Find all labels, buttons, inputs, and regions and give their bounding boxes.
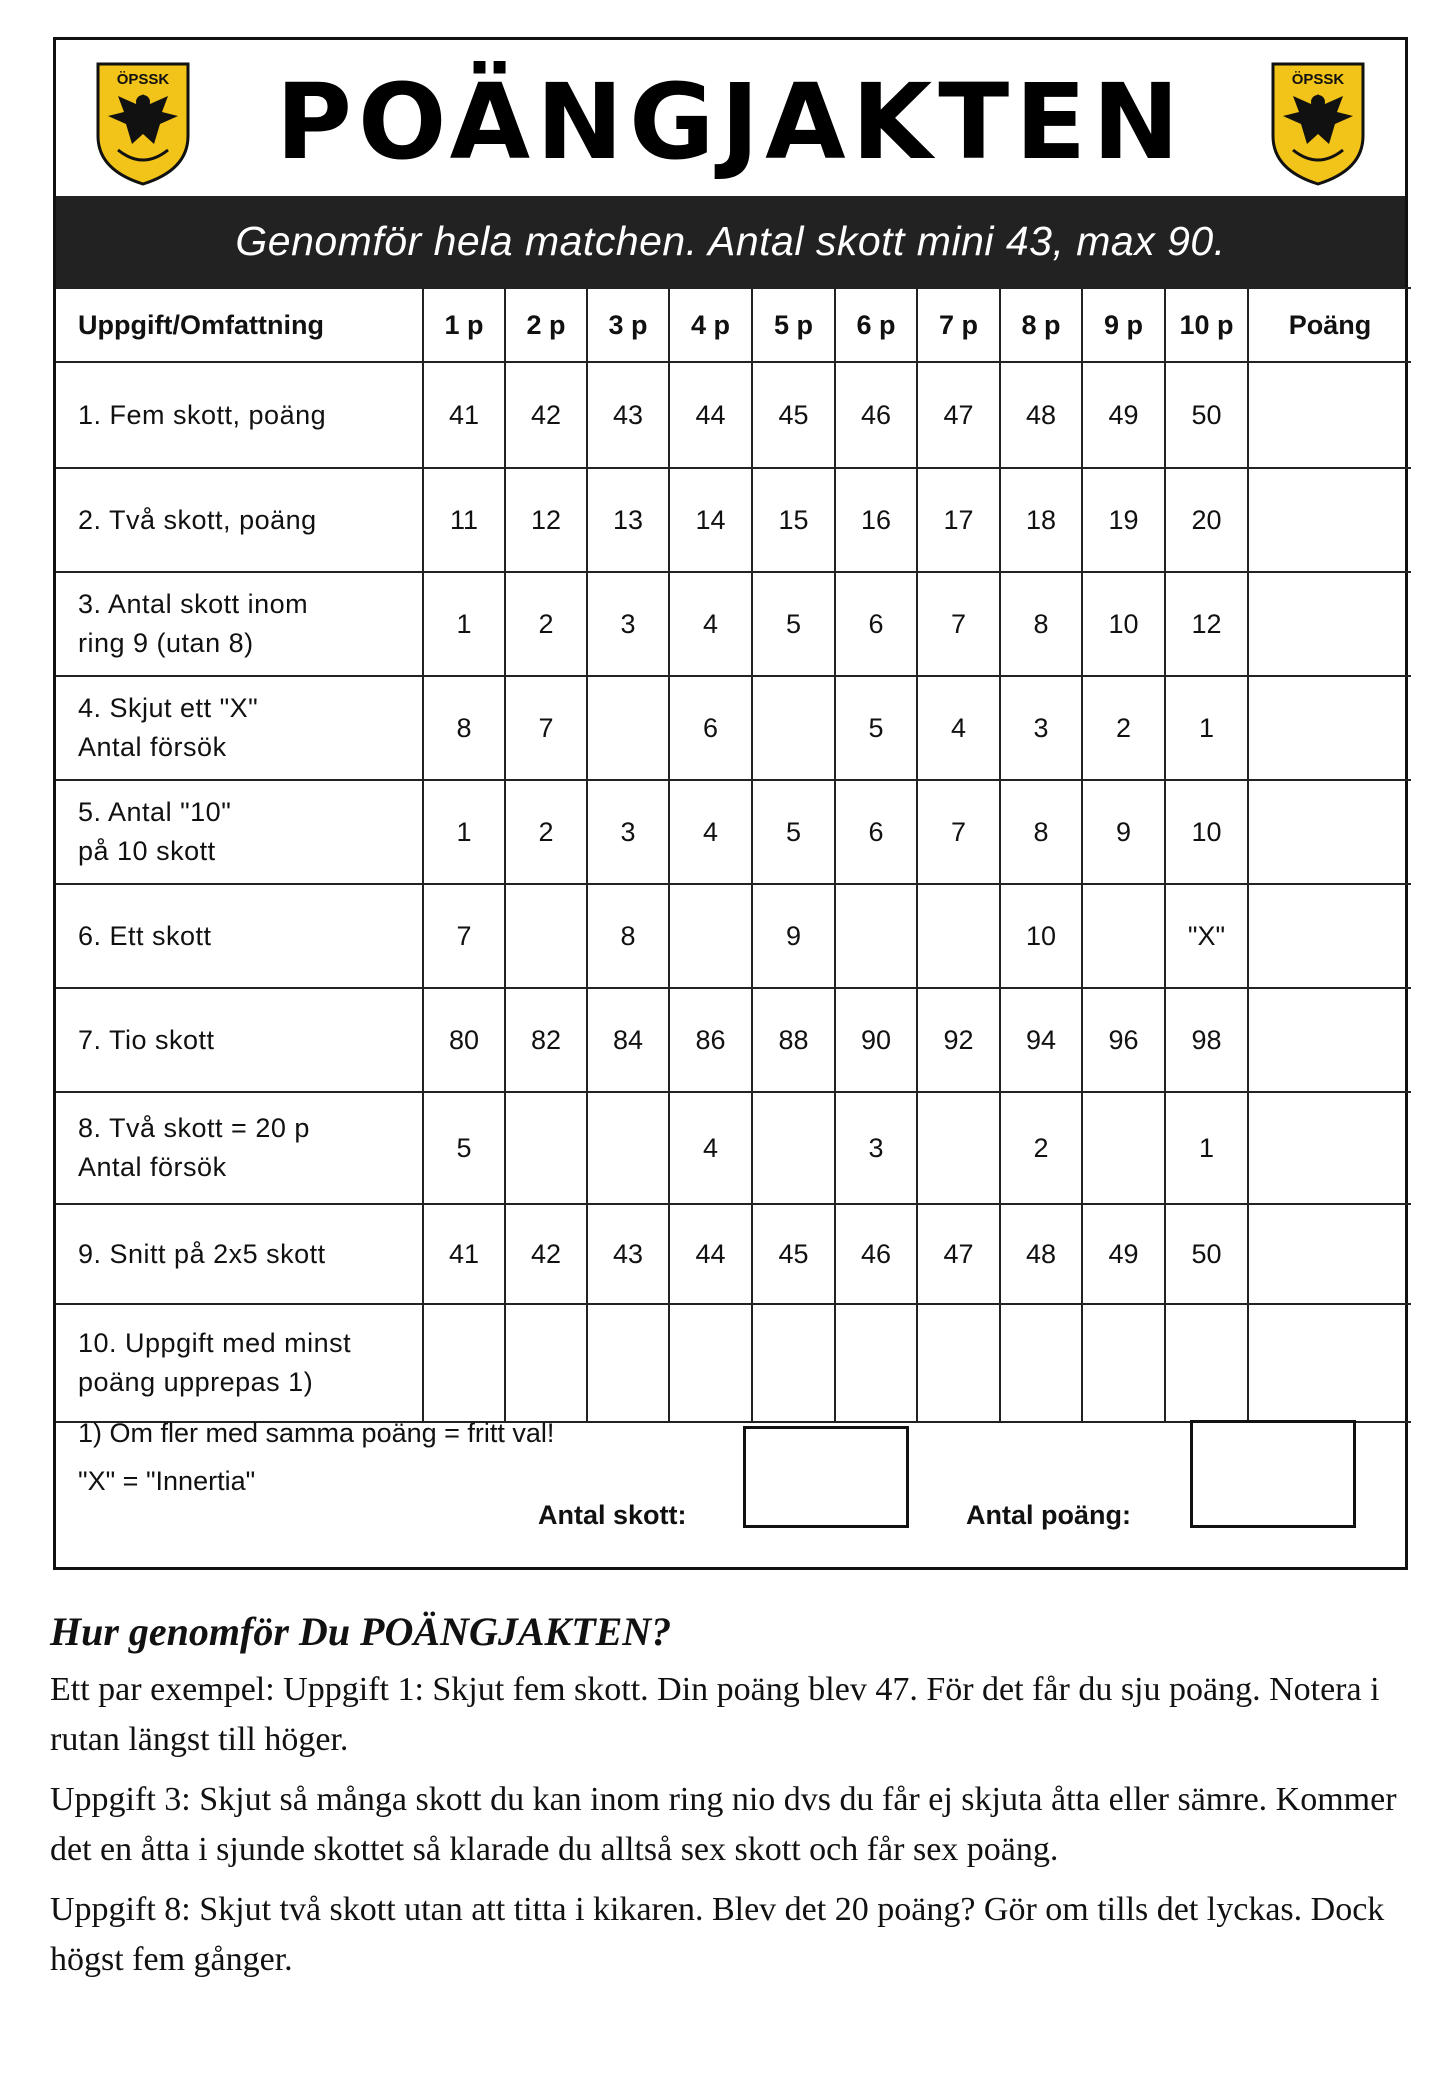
score-threshold-cell: 46 <box>835 362 917 468</box>
score-threshold-cell: 43 <box>587 1204 669 1304</box>
logo-text-left: ÖPSSK <box>116 71 170 88</box>
score-threshold-cell: 82 <box>505 988 587 1092</box>
task-line: 8. Två skott = 20 p <box>78 1113 310 1143</box>
task-line: 9. Snitt på 2x5 skott <box>78 1238 326 1269</box>
score-threshold-cell: 10 <box>1082 572 1165 676</box>
task-description <box>56 468 423 572</box>
points-entry-cell[interactable] <box>1248 676 1411 780</box>
score-threshold-cell: 10 <box>1000 884 1082 988</box>
table-row <box>56 676 1411 780</box>
score-threshold-cell: 8 <box>1000 572 1082 676</box>
score-threshold-cell: 19 <box>1082 468 1165 572</box>
score-threshold-cell: 3 <box>835 1092 917 1204</box>
score-threshold-cell <box>587 676 669 780</box>
score-threshold-cell: 17 <box>917 468 1000 572</box>
score-threshold-cell: 4 <box>669 1092 752 1204</box>
score-threshold-cell <box>505 884 587 988</box>
score-threshold-cell: 48 <box>1000 1204 1082 1304</box>
score-threshold-cell: 90 <box>835 988 917 1092</box>
footer-note <box>56 1388 1405 1570</box>
score-threshold-cell: 7 <box>917 572 1000 676</box>
table-row <box>56 572 1411 676</box>
score-threshold-cell: 92 <box>917 988 1000 1092</box>
task-description <box>56 676 423 780</box>
score-threshold-cell: 98 <box>1165 988 1248 1092</box>
column-header-score: 8 p <box>1000 288 1082 362</box>
rules-banner: Genomför hela matchen. Antal skott mini 43, max 90. <box>56 196 1405 287</box>
score-threshold-cell: 44 <box>669 1204 752 1304</box>
column-header-score: 7 p <box>917 288 1000 362</box>
task-description <box>56 988 423 1092</box>
score-threshold-cell: 4 <box>917 676 1000 780</box>
score-threshold-cell: 45 <box>752 1204 835 1304</box>
task-line: 7. Tio skott <box>78 1024 215 1055</box>
score-threshold-cell: 8 <box>423 676 505 780</box>
table-row <box>56 884 1411 988</box>
points-entry-cell[interactable] <box>1248 780 1411 884</box>
score-threshold-cell: 4 <box>669 572 752 676</box>
footnote-x-definition: "X" = "Innertia" <box>78 1466 256 1496</box>
column-header-score: 1 p <box>423 288 505 362</box>
score-threshold-cell: 10 <box>1165 780 1248 884</box>
task-line: 6. Ett skott <box>78 920 212 951</box>
task-line: poäng upprepas 1) <box>78 1367 314 1397</box>
score-card <box>53 37 1408 1570</box>
score-threshold-cell: 7 <box>917 780 1000 884</box>
score-threshold-cell: 43 <box>587 362 669 468</box>
score-threshold-cell <box>752 1092 835 1204</box>
points-entry-cell[interactable] <box>1248 988 1411 1092</box>
score-threshold-cell: 6 <box>835 780 917 884</box>
table-row <box>56 780 1411 884</box>
score-threshold-cell: 41 <box>423 1204 505 1304</box>
score-threshold-cell: 41 <box>423 362 505 468</box>
score-threshold-cell: 7 <box>505 676 587 780</box>
score-threshold-cell: 88 <box>752 988 835 1092</box>
table-row <box>56 468 1411 572</box>
score-threshold-cell: 8 <box>1000 780 1082 884</box>
score-table <box>56 287 1411 1423</box>
total-shots-box[interactable] <box>743 1426 909 1528</box>
score-threshold-cell <box>917 884 1000 988</box>
task-description <box>56 1092 423 1204</box>
table-row <box>56 1204 1411 1304</box>
task-description <box>56 1204 423 1304</box>
task-description <box>56 780 423 884</box>
task-line: 1. Fem skott, poäng <box>78 399 327 430</box>
score-threshold-cell: 13 <box>587 468 669 572</box>
score-threshold-cell: 47 <box>917 1204 1000 1304</box>
points-entry-cell[interactable] <box>1248 572 1411 676</box>
score-threshold-cell: 96 <box>1082 988 1165 1092</box>
score-threshold-cell <box>835 884 917 988</box>
column-header-score: 3 p <box>587 288 669 362</box>
task-line: Antal försök <box>78 1152 227 1182</box>
logo-text-right: ÖPSSK <box>1291 71 1345 88</box>
score-threshold-cell: 14 <box>669 468 752 572</box>
score-threshold-cell: 1 <box>423 780 505 884</box>
score-threshold-cell: 80 <box>423 988 505 1092</box>
score-threshold-cell: 16 <box>835 468 917 572</box>
total-points-box[interactable] <box>1190 1420 1356 1528</box>
score-threshold-cell: 84 <box>587 988 669 1092</box>
column-header-points: Poäng <box>1248 288 1411 362</box>
table-header-row <box>56 288 1411 362</box>
column-header-score: 6 p <box>835 288 917 362</box>
score-threshold-cell: 15 <box>752 468 835 572</box>
score-threshold-cell: 9 <box>1082 780 1165 884</box>
score-threshold-cell <box>1082 1092 1165 1204</box>
score-threshold-cell <box>587 1092 669 1204</box>
column-header-score: 9 p <box>1082 288 1165 362</box>
column-header-score: 2 p <box>505 288 587 362</box>
table-row <box>56 1092 1411 1204</box>
score-threshold-cell: 3 <box>587 572 669 676</box>
score-threshold-cell: 47 <box>917 362 1000 468</box>
instructions-title: Hur genomför Du POÄNGJAKTEN? <box>50 1609 672 1654</box>
instructions-paragraph: Uppgift 3: Skjut så många skott du kan inom ring nio dvs du får ej skjuta åtta eller sämre. Kommer det en åtta i sjunde skottet så klarade du alltså sex skott och får sex poäng. <box>50 1781 1397 1868</box>
points-entry-cell[interactable] <box>1248 884 1411 988</box>
score-threshold-cell: 6 <box>835 572 917 676</box>
column-header-task: Uppgift/Omfattning <box>56 288 423 362</box>
score-threshold-cell: 8 <box>587 884 669 988</box>
score-threshold-cell: 3 <box>587 780 669 884</box>
score-threshold-cell <box>505 1092 587 1204</box>
score-threshold-cell: 1 <box>423 572 505 676</box>
points-entry-cell[interactable] <box>1248 1092 1411 1204</box>
score-threshold-cell: 3 <box>1000 676 1082 780</box>
score-threshold-cell: 11 <box>423 468 505 572</box>
score-threshold-cell: 46 <box>835 1204 917 1304</box>
task-line: 4. Skjut ett "X" <box>78 693 259 723</box>
task-description <box>56 572 423 676</box>
score-threshold-cell: 49 <box>1082 362 1165 468</box>
score-threshold-cell: 45 <box>752 362 835 468</box>
club-logo-left <box>88 58 198 188</box>
total-shots-label: Antal skott: <box>538 1500 687 1530</box>
column-header-score: 10 p <box>1165 288 1248 362</box>
score-threshold-cell: 50 <box>1165 1204 1248 1304</box>
task-line: på 10 skott <box>78 836 216 866</box>
score-threshold-cell: 5 <box>752 572 835 676</box>
score-threshold-cell: 4 <box>669 780 752 884</box>
score-threshold-cell <box>752 676 835 780</box>
task-description <box>56 362 423 468</box>
score-threshold-cell: 18 <box>1000 468 1082 572</box>
instructions-paragraph: Ett par exempel: Uppgift 1: Skjut fem skott. Din poäng blev 47. För det får du sju poäng. Notera i rutan längst till höger. <box>50 1671 1380 1758</box>
table-row <box>56 362 1411 468</box>
score-threshold-cell: 7 <box>423 884 505 988</box>
score-threshold-cell: 1 <box>1165 1092 1248 1204</box>
total-points-label: Antal poäng: <box>966 1500 1131 1530</box>
score-threshold-cell: 2 <box>1082 676 1165 780</box>
points-entry-cell[interactable] <box>1248 468 1411 572</box>
score-threshold-cell: 20 <box>1165 468 1248 572</box>
task-line: ring 9 (utan 8) <box>78 628 254 658</box>
score-threshold-cell: 9 <box>752 884 835 988</box>
points-entry-cell[interactable] <box>1248 1204 1411 1304</box>
task-line: 3. Antal skott inom <box>78 589 309 619</box>
task-line: 10. Uppgift med minst <box>78 1328 352 1358</box>
card-header <box>56 40 1405 196</box>
score-threshold-cell: 5 <box>835 676 917 780</box>
footnote-tie-rule: 1) Om fler med samma poäng = fritt val! <box>78 1418 555 1448</box>
instructions-section <box>50 1608 1410 1995</box>
score-threshold-cell: 2 <box>505 572 587 676</box>
score-threshold-cell: 50 <box>1165 362 1248 468</box>
score-threshold-cell: 6 <box>669 676 752 780</box>
instructions-paragraph: Uppgift 8: Skjut två skott utan att titta i kikaren. Blev det 20 poäng? Gör om tills det lyckas. Dock högst fem gånger. <box>50 1891 1385 1978</box>
score-threshold-cell: 5 <box>423 1092 505 1204</box>
score-threshold-cell: 48 <box>1000 362 1082 468</box>
score-threshold-cell: 2 <box>1000 1092 1082 1204</box>
score-threshold-cell: 86 <box>669 988 752 1092</box>
score-threshold-cell: "X" <box>1165 884 1248 988</box>
score-threshold-cell: 94 <box>1000 988 1082 1092</box>
score-threshold-cell: 49 <box>1082 1204 1165 1304</box>
score-threshold-cell: 12 <box>1165 572 1248 676</box>
table-row <box>56 988 1411 1092</box>
score-threshold-cell: 1 <box>1165 676 1248 780</box>
task-line: 5. Antal "10" <box>78 797 232 827</box>
score-threshold-cell: 2 <box>505 780 587 884</box>
score-threshold-cell: 5 <box>752 780 835 884</box>
score-threshold-cell: 42 <box>505 362 587 468</box>
score-threshold-cell <box>917 1092 1000 1204</box>
score-threshold-cell <box>669 884 752 988</box>
score-threshold-cell: 12 <box>505 468 587 572</box>
club-logo-right <box>1263 58 1373 188</box>
score-threshold-cell: 42 <box>505 1204 587 1304</box>
task-description <box>56 884 423 988</box>
column-header-score: 5 p <box>752 288 835 362</box>
page-title: POÄNGJAKTEN <box>275 61 1186 183</box>
points-entry-cell[interactable] <box>1248 362 1411 468</box>
column-header-score: 4 p <box>669 288 752 362</box>
task-line: Antal försök <box>78 732 227 762</box>
score-threshold-cell <box>1082 884 1165 988</box>
score-threshold-cell: 44 <box>669 362 752 468</box>
task-line: 2. Två skott, poäng <box>78 504 317 535</box>
